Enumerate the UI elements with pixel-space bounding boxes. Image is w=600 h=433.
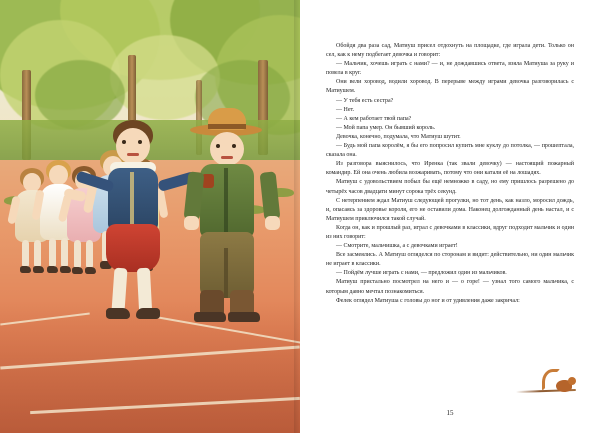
eye xyxy=(232,144,236,148)
leg xyxy=(49,238,56,268)
page-number: 15 xyxy=(446,409,454,417)
stocking-right xyxy=(137,268,152,313)
paragraph: Все засмеялись. А Матиуш огляделся по сторонам и видит: действительно, ни один мальчик не играет в классики. xyxy=(326,252,574,268)
boy-matiush xyxy=(80,120,190,410)
mouth xyxy=(221,156,233,159)
paragraph: Из разговора выяснилось, что Иренка (так звали девочку) — настоящий пожарный командир. Ей она очень любила возжаривать, потому что они катали её на лошадях. xyxy=(326,161,574,177)
paragraph: — Нет. xyxy=(336,106,355,113)
hand-right xyxy=(265,216,280,230)
paragraph: — У тебя есть сестра? xyxy=(336,97,394,104)
hand-left xyxy=(184,216,199,230)
arm-right xyxy=(260,171,281,220)
text-page xyxy=(300,0,600,433)
red-trousers xyxy=(106,224,160,272)
boot-sole-left xyxy=(194,312,226,322)
leg xyxy=(22,240,29,268)
hat-band xyxy=(208,124,246,129)
squirrel-branch-vignette xyxy=(530,371,578,397)
paragraph: С нетерпением ждал Матиуш следующей прогулки, но тот день, как назло, моросил дождь, и, опасаясь за здоровье короля, его не оставили дома. Наконец долгожданный день настал, и с Матиушем приключился такой случай. xyxy=(326,197,574,222)
paragraph: Обойдя два раза сад, Матиуш присел отдохнуть на площадке, где играла дети. Только он сел, как к нему подбегает девочка и говорит: xyxy=(326,43,574,59)
mouth xyxy=(127,153,139,156)
paragraph: Девочка, конечно, подумала, что Матиуш шутит. xyxy=(336,133,461,140)
head xyxy=(116,128,150,164)
body-text xyxy=(326,42,574,306)
eye xyxy=(122,140,126,144)
paragraph: — Мальчик, хочешь играть с нами? — и, не дождавшись ответа, взяла Матиуша за руку и повела в круг. xyxy=(326,61,574,77)
paragraph: Они вели хоровод, водили хоровод. В перерыве между играми девочка разговорилась с Матиушем. xyxy=(326,79,574,95)
shoe xyxy=(20,266,31,273)
paragraph: — Смотрите, мальчишка, а с девочками играет! xyxy=(336,243,458,250)
paragraph: Матиуш с удовольствием побыл бы ещё немножко в саду, но ему пришлось разрешено до четырёх часов двадцати минут сорока трёх секунд. xyxy=(326,179,574,195)
jacket-placket xyxy=(130,172,134,224)
paragraph: — Пойдём лучше играть с нами, — предложил один из мальчиков. xyxy=(336,270,507,277)
eye xyxy=(138,140,142,144)
shoe xyxy=(47,266,58,273)
coat-placket xyxy=(224,168,228,232)
boot-sole-right xyxy=(228,312,260,322)
boy-felek xyxy=(176,112,286,412)
eye xyxy=(216,144,220,148)
paragraph: — Мой папа умер. Он бывший король. xyxy=(336,124,436,131)
paragraph: Матиуш пристально посмотрел на него и — о горе! — узнал того самого мальчика, с которым давно мечтал познакомиться. xyxy=(326,279,574,295)
head xyxy=(210,132,244,166)
paragraph: Когда он, как и прошлый раз, играл с девочками в классики, вдруг подходит мальчик и один из них говорит: xyxy=(326,224,574,240)
trouser-seam xyxy=(224,248,228,298)
paragraph: — А кем работает твой папа? xyxy=(336,115,412,122)
shoe-right xyxy=(136,308,160,319)
paragraph: — Будь мой папа королём, я бы его попросил купить мне куклу до потолка, — прошептала, сказала она. xyxy=(326,143,574,159)
shoe-left xyxy=(106,308,130,319)
paragraph: Фелек оглядел Матиуша с головы до ног и от удивления даже закричал: xyxy=(336,297,520,304)
stocking-left xyxy=(111,268,127,313)
squirrel-head xyxy=(568,377,576,385)
